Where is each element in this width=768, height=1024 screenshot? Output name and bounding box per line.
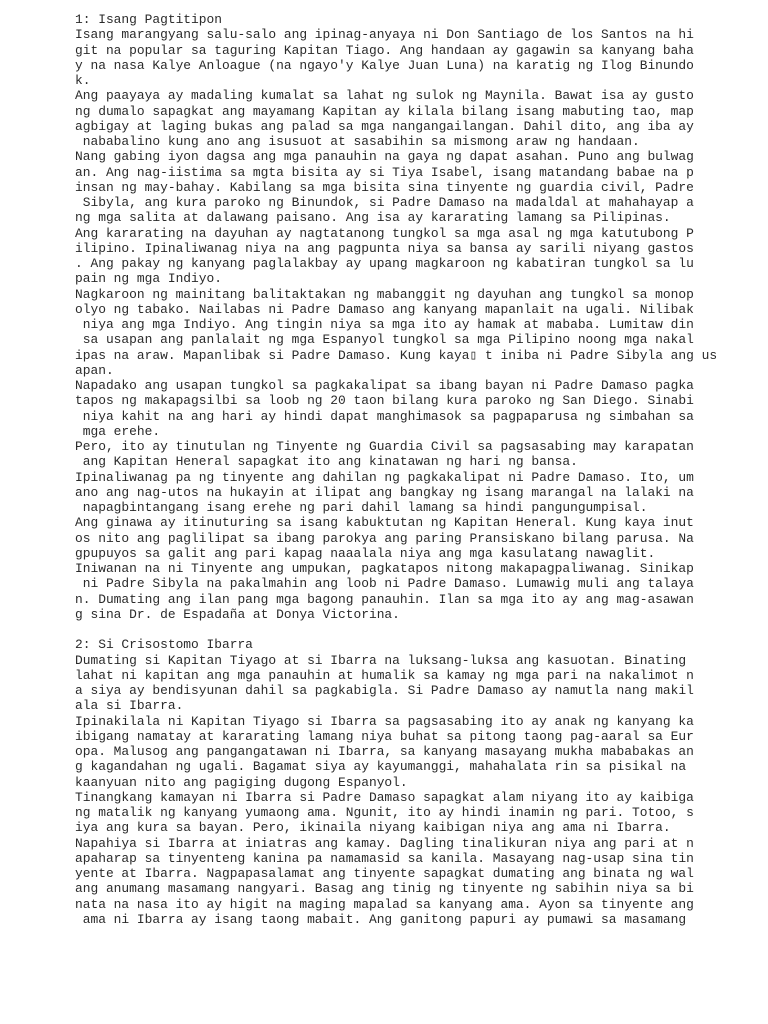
text-line: tapos ng makapagsilbi sa loob ng 20 taon bilang kura paroko ng San Diego. Sinabi — [75, 393, 694, 409]
text-line: k. — [75, 73, 91, 88]
text-line: iya ang kura sa bayan. Pero, ikinaila niyang kaibigan niya ang ama ni Ibarra. — [75, 820, 671, 836]
text-line: nata na nasa ito ay higit na maging mapalad sa kanyang ama. Ayon sa tinyente ang — [75, 896, 694, 912]
text-line: ng mga salita at dalawang paisano. Ang isa ay kararating lamang sa Pilipinas. — [75, 210, 671, 226]
text-line: kaanyuan nito ang pagiging dugong Espanyol. — [75, 774, 408, 790]
text-line: ang anumang masamang nangyari. Basag ang tinig ng tinyente ng sabihin niya sa bi — [75, 881, 694, 897]
text-line: an. Ang nag-iistima sa mgta bisita ay si Tiya Isabel, isang matandang babae na p — [75, 164, 694, 180]
text-line: os nito ang paglilipat sa ibang parokya ang paring Pransiskano bilang parusa. Na — [75, 530, 694, 546]
text-line: lahat ni kapitan ang mga panauhin at humalik sa kamay ng mga pari na nakalimot n — [75, 667, 694, 683]
text-line: mga erehe. — [75, 423, 161, 439]
text-line: a siya ay bendisyunan dahil sa pagkabigla. Si Padre Damaso ay namutla nang makil — [75, 683, 694, 698]
text-line: Ipinakilala ni Kapitan Tiyago si Ibarra sa pagsasabing ito ay anak ng kanyang ka — [75, 713, 694, 729]
text-line: insan ng may-bahay. Kabilang sa mga bisita sina tinyente ng guardia civil, Padre — [75, 179, 694, 195]
text-line: niya kahit na ang hari ay hindi dapat manghimasok sa pagpaparusa ng simbahan sa — [75, 408, 694, 424]
text-line: Ipinaliwanag pa ng tinyente ang dahilan ng pagkakalipat ni Padre Damaso. Ito, um — [75, 469, 694, 485]
text-line: 2: Si Crisostomo Ibarra — [75, 637, 253, 653]
text-line: ala si Ibarra. — [75, 698, 184, 714]
text-line: Napahiya si Ibarra at iniatras ang kamay. Dagling tinalikuran niya ang pari at n — [75, 835, 694, 851]
text-line: ama ni Ibarra ay isang taong mabait. Ang ganitong papuri ay pumawi sa masamang — [75, 911, 687, 927]
text-line: gpupuyos sa galit ang pari kapag naaalala niya ang mga kasulatang nawaglit. — [75, 545, 656, 561]
text-line: Isang marangyang salu-salo ang ipinag-anyaya ni Don Santiago de los Santos na hi — [75, 27, 694, 43]
text-line: y na nasa Kalye Anloague (na ngayo'y Kalye Juan Luna) na karatig ng Ilog Binundo — [75, 57, 694, 73]
text-line: ipas na araw. Mapanlibak si Padre Damaso. Kung kaya▯ t iniba ni Padre Sibyla ang us — [75, 347, 718, 363]
text-line: nababalino kung ano ang isusuot at sasabihin sa mismong araw ng handaan. — [75, 134, 640, 149]
text-line: Pero, ito ay tinutulan ng Tinyente ng Guardia Civil sa pagsasabing may karapatan — [75, 439, 694, 454]
text-line: olyo ng tabako. Nailabas ni Padre Damaso ang kanyang mapanlait na ugali. Nilibak — [75, 301, 694, 317]
text-line: apan. — [75, 362, 114, 378]
text-line: agbigay at laging bukas ang palad sa mga nangangailangan. Dahil dito, ang iba ay — [75, 118, 694, 134]
text-line: yente at Ibarra. Nagpapasalamat ang tinyente sapagkat dumating ang binata ng wal — [75, 866, 694, 881]
text-line: Napadako ang usapan tungkol sa pagkakalipat sa ibang bayan ni Padre Damaso pagka — [75, 378, 694, 393]
text-line: ni Padre Sibyla na pakalmahin ang loob ni Padre Damaso. Lumawig muli ang talaya — [75, 576, 694, 592]
text-line: ng matalik ng kanyang yumaong ama. Ngunit, ito ay hindi inamin ng pari. Totoo, s — [75, 805, 694, 820]
text-line: niya ang mga Indiyo. Ang tingin niya sa mga ito ay hamak at mababa. Lumitaw din — [75, 317, 694, 332]
text-line: Nagkaroon ng mainitang balitaktakan ng mabanggit ng dayuhan ang tungkol sa monop — [75, 286, 694, 302]
text-line: Dumating si Kapitan Tiyago at si Ibarra na luksang-luksa ang kasuotan. Binating — [75, 652, 687, 668]
text-line: n. Dumating ang ilan pang mga bagong panauhin. Ilan sa mga ito ay ang mag-asawan — [75, 591, 694, 607]
text-line: git na popular sa taguring Kapitan Tiago. Ang handaan ay gagawin sa kanyang baha — [75, 42, 694, 58]
text-line: Ang kararating na dayuhan ay nagtatanong tungkol sa mga asal ng mga katutubong P — [75, 225, 694, 241]
text-line: Sibyla, ang kura paroko ng Binundok, si Padre Damaso na madaldal at mahahayap a — [75, 195, 694, 210]
text-line: 1: Isang Pagtitipon — [75, 12, 222, 27]
text-line: Ang paayaya ay madaling kumalat sa lahat ng sulok ng Maynila. Bawat isa ay gusto — [75, 88, 694, 104]
text-line: pain ng mga Indiyo. — [75, 271, 222, 287]
text-line: g kagandahan ng ugali. Bagamat siya ay kayumanggi, mahahalata rin sa pisikal na — [75, 759, 687, 775]
text-line: opa. Malusog ang pangangatawan ni Ibarra, sa kanyang masayang mukha mababakas an — [75, 744, 694, 759]
text-line: napagbintangang isang erehe ng pari dahil lamang sa hindi pangungumpisal. — [75, 500, 648, 515]
text-line: Ang ginawa ay itinuturing sa isang kabuktutan ng Kapitan Heneral. Kung kaya inut — [75, 515, 694, 531]
blank-line — [75, 622, 758, 637]
text-line: apaharap sa tinyenteng kanina pa namamasid sa kanila. Masayang nag-usap sina tin — [75, 850, 694, 866]
text-line: . Ang pakay ng kanyang paglalakbay ay upang magkaroon ng kabatiran tungkol sa lu — [75, 256, 694, 271]
text-line: ibigang namatay at kararating lamang niya buhat sa pitong taong pag-aaral sa Eur — [75, 728, 694, 744]
text-line: Tinangkang kamayan ni Ibarra si Padre Damaso sapagkat alam niyang ito ay kaibiga — [75, 789, 694, 805]
text-line: ang Kapitan Heneral sapagkat ito ang kinatawan ng hari ng bansa. — [75, 454, 578, 470]
text-line: sa usapan ang panlalait ng mga Espanyol tungkol sa mga Pilipino noong mga nakal — [75, 332, 694, 348]
text-line: ng dumalo sapagkat ang mayamang Kapitan ay kilala bilang isang mabuting tao, map — [75, 103, 694, 119]
text-line: g sina Dr. de Espadaña at Donya Victorina. — [75, 606, 400, 622]
text-line: Iniwanan na ni Tinyente ang umpukan, pagkatapos nitong makapagpaliwanag. Sinikap — [75, 561, 694, 576]
text-line: ano ang nag-utos na hukayin at ilipat ang bangkay ng isang marangal na lalaki na — [75, 484, 694, 500]
text-line: Nang gabing iyon dagsa ang mga panauhin na gaya ng dapat asahan. Puno ang bulwag — [75, 149, 694, 165]
text-line: ilipino. Ipinaliwanag niya na ang pagpunta niya sa bansa ay sarili niyang gastos — [75, 240, 694, 256]
